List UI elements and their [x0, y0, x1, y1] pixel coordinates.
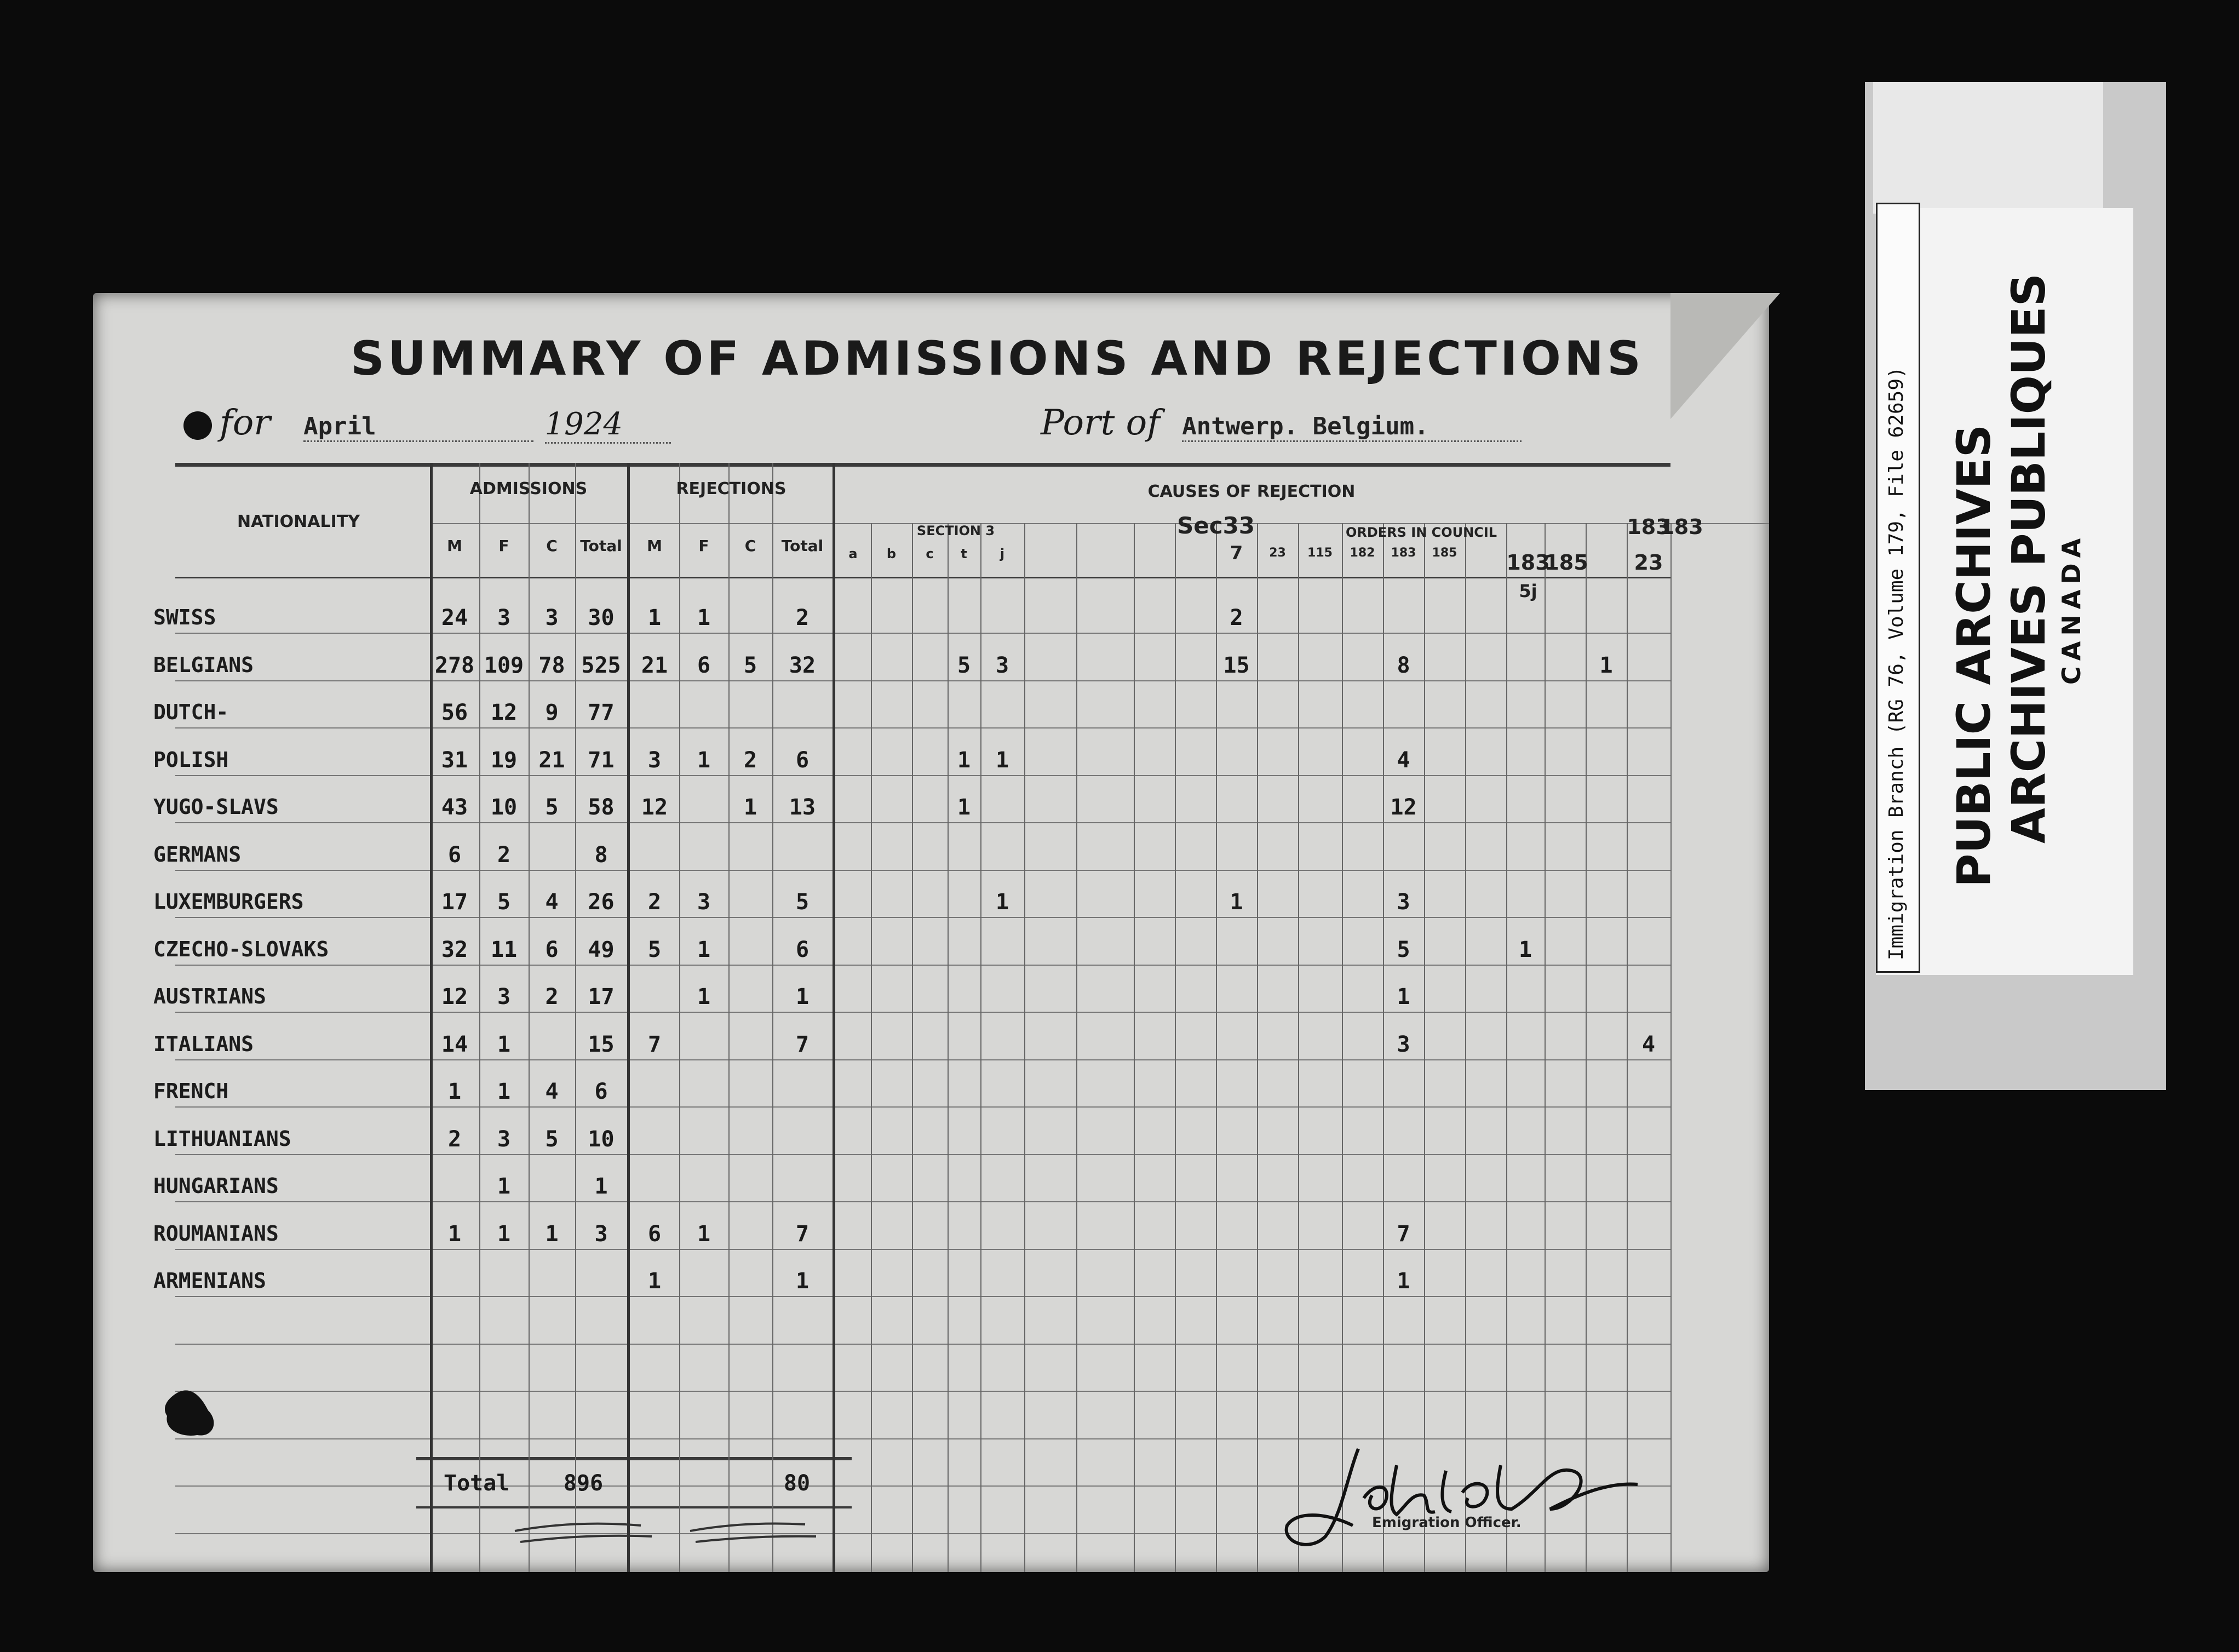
- admissions-cell: 24: [441, 605, 468, 630]
- rejections-cell: 2: [743, 747, 757, 773]
- section3-subheader: t: [961, 546, 967, 561]
- rejections-cell: 13: [789, 795, 816, 820]
- rejections-cell: 1: [697, 1221, 711, 1247]
- column-line: [1670, 523, 1672, 1572]
- admissions-cell: 3: [545, 605, 559, 630]
- orders-subheader: 183: [1391, 546, 1416, 560]
- admissions-cell: 6: [594, 1079, 608, 1104]
- admissions-cell: 12: [490, 700, 518, 725]
- rejections-subheader: Total: [781, 537, 824, 555]
- row-line: [175, 1106, 1670, 1108]
- rejections-cell: 1: [795, 984, 810, 1009]
- port-label: Port of: [1041, 403, 1160, 443]
- rejections-cell: 6: [697, 652, 711, 678]
- column-line: [1342, 523, 1343, 1572]
- column-line: [1257, 523, 1258, 1572]
- row-line: [175, 1391, 1670, 1392]
- orders-extra-header: 183: [1506, 550, 1550, 575]
- rejections-cell: 32: [789, 652, 816, 678]
- officer-title: Emigration Officer.: [1372, 1515, 1522, 1531]
- row-line: [175, 1012, 1670, 1013]
- admissions-cell: 3: [594, 1221, 608, 1247]
- orders-header: ORDERS IN COUNCIL: [1345, 525, 1497, 540]
- archive-reference: Immigration Branch (RG 76, Volume 179, File 62659): [1885, 366, 1908, 960]
- rejections-cell: 5: [743, 652, 757, 678]
- total-rule: [416, 1457, 852, 1460]
- admissions-cell: 49: [588, 937, 615, 962]
- form-title: SUMMARY OF ADMISSIONS AND REJECTIONS: [351, 331, 1644, 386]
- nationality-cell: LITHUANIANS: [153, 1126, 291, 1151]
- cause-sec33-cell: 1: [1230, 890, 1243, 915]
- admissions-cell: 56: [441, 700, 468, 725]
- admissions-cell: 10: [588, 1126, 615, 1152]
- admissions-cell: 6: [545, 937, 559, 962]
- port-field: Antwerp. Belgium.: [1182, 412, 1522, 442]
- admissions-cell: 1: [594, 1174, 608, 1199]
- admissions-cell: 10: [490, 795, 518, 820]
- ink-blot: [159, 1383, 225, 1443]
- row-line: [175, 822, 1670, 823]
- period-line: [183, 403, 671, 444]
- rejections-cell: 21: [641, 652, 668, 678]
- nationality-cell: ARMENIANS: [153, 1269, 266, 1293]
- admissions-cell: 31: [441, 747, 468, 773]
- year-field: 1924: [545, 406, 671, 444]
- cause-section3-t-cell: 5: [957, 652, 971, 678]
- rejections-cell: 1: [647, 1269, 662, 1294]
- section3-header: SECTION 3: [916, 523, 995, 538]
- nationality-cell: LUXEMBURGERS: [153, 890, 304, 914]
- orders-subheader: 115: [1307, 546, 1333, 560]
- archive-label-tab: [1873, 82, 2103, 214]
- rejections-subheader: C: [744, 537, 756, 555]
- admissions-cell: 5: [545, 1126, 559, 1152]
- column-line: [1424, 523, 1425, 1572]
- cause-order-183-cell: 8: [1397, 652, 1410, 678]
- column-line: [1586, 523, 1587, 1572]
- orders-extra-header: 183: [1627, 515, 1670, 539]
- admissions-cell: 5: [497, 890, 511, 915]
- admissions-cell: 21: [538, 747, 565, 773]
- admissions-cell: 15: [588, 1031, 615, 1057]
- admissions-cell: 4: [545, 890, 559, 915]
- orders-subheader: 23: [1269, 546, 1286, 560]
- admissions-cell: 3: [497, 1126, 511, 1152]
- row-line: [175, 727, 1670, 729]
- summary-form-sheet: [93, 293, 1769, 1572]
- orders-extra-header: 185: [1545, 550, 1588, 575]
- nationality-cell: BELGIANS: [153, 652, 254, 677]
- column-line: [833, 463, 835, 1572]
- cause-order-183-cell: 1: [1397, 1269, 1410, 1294]
- row-line: [175, 1249, 1670, 1250]
- column-line: [912, 523, 913, 1572]
- rejections-header: REJECTIONS: [676, 479, 786, 498]
- row-line: [175, 1154, 1670, 1155]
- nationality-header: NATIONALITY: [237, 512, 360, 531]
- rejections-cell: 7: [795, 1221, 810, 1247]
- cause-order-183-cell: 4: [1397, 747, 1410, 773]
- rejections-cell: 6: [795, 747, 810, 773]
- admissions-cell: 30: [588, 605, 615, 630]
- total-flourishes: [509, 1509, 838, 1553]
- admissions-cell: 2: [497, 842, 511, 868]
- orders-extra-subheader: 5j: [1519, 581, 1537, 601]
- admissions-subheader: F: [498, 537, 509, 555]
- archive-line-publiques: ARCHIVES PUBLIQUES: [2002, 273, 2056, 844]
- causes-header: CAUSES OF REJECTION: [1147, 482, 1356, 501]
- nationality-cell: FRENCH: [153, 1079, 229, 1103]
- rejections-cell: 5: [795, 890, 810, 915]
- month-field: April: [303, 412, 533, 442]
- row-line: [175, 633, 1670, 634]
- section3-subheader: b: [886, 546, 897, 561]
- admissions-cell: 1: [497, 1221, 511, 1247]
- nationality-cell: DUTCH-: [153, 700, 229, 724]
- header-bottom-rule: [175, 577, 1670, 578]
- column-line: [728, 463, 730, 1572]
- cause-order-183-cell: 1: [1397, 984, 1410, 1009]
- column-line: [1076, 523, 1077, 1572]
- rejections-cell: 7: [647, 1031, 662, 1057]
- row-line: [175, 1059, 1670, 1060]
- column-line: [1024, 523, 1025, 1572]
- admissions-cell: 1: [447, 1221, 462, 1247]
- table-top-rule: [175, 463, 1670, 467]
- cause-order-183-cell: 3: [1397, 890, 1410, 915]
- rejections-cell: 6: [647, 1221, 662, 1247]
- nationality-cell: GERMANS: [153, 842, 242, 867]
- total-admissions: 896: [563, 1471, 604, 1496]
- rejections-cell: 1: [697, 747, 711, 773]
- admissions-cell: 9: [545, 700, 559, 725]
- column-line: [1545, 523, 1546, 1572]
- cause-sec33-cell: 15: [1223, 652, 1250, 678]
- bullet-icon: [183, 411, 212, 440]
- admissions-cell: 2: [447, 1126, 462, 1152]
- sec33-header: Sec33: [1176, 512, 1255, 539]
- admissions-cell: 1: [497, 1174, 511, 1199]
- cause-order-23-cell: 4: [1641, 1031, 1656, 1057]
- officer-signature: [1265, 1432, 1660, 1558]
- admissions-cell: 17: [441, 890, 468, 915]
- admissions-cell: 77: [588, 700, 615, 725]
- admissions-cell: 12: [441, 984, 468, 1009]
- cause-order-183-cell: 12: [1390, 795, 1417, 820]
- admissions-cell: 6: [447, 842, 462, 868]
- archive-line-canada: CANADA: [2057, 532, 2086, 685]
- admissions-header: ADMISSIONS: [469, 479, 588, 498]
- cause-order-185-cell: 1: [1599, 652, 1613, 678]
- admissions-cell: 1: [497, 1031, 511, 1057]
- rejections-cell: 5: [647, 937, 662, 962]
- rejections-subheader: M: [647, 537, 662, 555]
- rejections-cell: 6: [795, 937, 810, 962]
- orders-extra-header: 183: [1660, 515, 1703, 539]
- rejections-cell: 1: [697, 937, 711, 962]
- admissions-subheader: Total: [580, 537, 622, 555]
- column-line: [1134, 523, 1135, 1572]
- admissions-cell: 17: [588, 984, 615, 1009]
- cause-order-5j-cell: 1: [1518, 937, 1532, 962]
- column-line: [1465, 523, 1466, 1572]
- column-line: [871, 523, 872, 1572]
- admissions-cell: 8: [594, 842, 608, 868]
- admissions-cell: 1: [497, 1079, 511, 1104]
- admissions-cell: 43: [441, 795, 468, 820]
- section3-subheader: j: [1000, 546, 1005, 561]
- orders-subheader: 182: [1350, 546, 1375, 560]
- admissions-cell: 2: [545, 984, 559, 1009]
- admissions-cell: 19: [490, 747, 518, 773]
- row-line: [175, 680, 1670, 681]
- admissions-cell: 58: [588, 795, 615, 820]
- cause-order-183-cell: 7: [1397, 1221, 1410, 1247]
- cause-sec33-cell: 2: [1230, 605, 1243, 630]
- admissions-cell: 26: [588, 890, 615, 915]
- rejections-cell: 1: [795, 1269, 810, 1294]
- admissions-cell: 4: [545, 1079, 559, 1104]
- total-rejections: 80: [783, 1471, 811, 1496]
- rejections-cell: 7: [795, 1031, 810, 1057]
- admissions-cell: 525: [581, 652, 621, 678]
- admissions-cell: 78: [538, 652, 565, 678]
- nationality-cell: POLISH: [153, 747, 229, 772]
- cause-section3-t-cell: 1: [957, 795, 971, 820]
- nationality-cell: YUGO-SLAVS: [153, 795, 279, 819]
- cause-section3-j-cell: 3: [995, 652, 1009, 678]
- rejections-cell: 12: [641, 795, 668, 820]
- rejections-cell: 1: [743, 795, 757, 820]
- rejections-cell: 1: [697, 984, 711, 1009]
- admissions-cell: 5: [545, 795, 559, 820]
- total-bottom-rule: [416, 1506, 852, 1508]
- port-line: [1041, 403, 1522, 443]
- cause-section3-t-cell: 1: [957, 747, 971, 773]
- admissions-cell: 32: [441, 937, 468, 962]
- nationality-cell: SWISS: [153, 605, 216, 629]
- cause-section3-j-cell: 1: [995, 890, 1009, 915]
- for-label: for: [220, 403, 271, 443]
- column-line: [1298, 523, 1299, 1572]
- admissions-cell: 1: [545, 1221, 559, 1247]
- archive-reference-strip: [1876, 203, 1920, 973]
- row-line: [175, 775, 1670, 776]
- row-line: [175, 1201, 1670, 1202]
- nationality-cell: HUNGARIANS: [153, 1174, 279, 1198]
- row-line: [175, 1296, 1670, 1297]
- nationality-cell: ITALIANS: [153, 1031, 254, 1056]
- cause-section3-j-cell: 1: [995, 747, 1009, 773]
- row-line: [175, 1344, 1670, 1345]
- admissions-subheader: M: [447, 537, 462, 555]
- admissions-cell: 3: [497, 984, 511, 1009]
- rejections-cell: 3: [697, 890, 711, 915]
- row-line: [175, 965, 1670, 966]
- nationality-cell: ROUMANIANS: [153, 1221, 279, 1246]
- sec33-subheader: 7: [1230, 542, 1243, 564]
- rejections-subheader: F: [698, 537, 709, 555]
- row-line: [175, 870, 1670, 871]
- rejections-cell: 1: [697, 605, 711, 630]
- column-line: [948, 523, 949, 1572]
- archive-line-public: PUBLIC ARCHIVES: [1947, 424, 2001, 887]
- nationality-cell: CZECHO-SLOVAKS: [153, 937, 329, 961]
- subheader-rule: [430, 523, 1769, 524]
- admissions-cell: 11: [490, 937, 518, 962]
- admissions-cell: 278: [434, 652, 475, 678]
- admissions-cell: 109: [484, 652, 524, 678]
- rejections-cell: 1: [647, 605, 662, 630]
- column-line: [1506, 523, 1507, 1572]
- total-label: Total: [444, 1471, 510, 1496]
- column-line: [980, 523, 981, 1572]
- nationality-cell: AUSTRIANS: [153, 984, 266, 1008]
- admissions-cell: 14: [441, 1031, 468, 1057]
- column-line: [1216, 523, 1217, 1572]
- admissions-cell: 1: [447, 1079, 462, 1104]
- cause-order-183-cell: 3: [1397, 1031, 1410, 1057]
- column-line: [1175, 523, 1176, 1572]
- admissions-cell: 71: [588, 747, 615, 773]
- orders-subheader: 185: [1432, 546, 1457, 560]
- rejections-cell: 2: [647, 890, 662, 915]
- admissions-subheader: C: [546, 537, 558, 555]
- section3-subheader: a: [848, 546, 858, 561]
- orders-extra-header: 23: [1634, 550, 1663, 575]
- cause-order-183-cell: 5: [1397, 937, 1410, 962]
- rejections-cell: 2: [795, 605, 810, 630]
- section3-subheader: c: [926, 546, 934, 561]
- rejections-cell: 3: [647, 747, 662, 773]
- folded-corner: [1670, 293, 1780, 419]
- admissions-cell: 3: [497, 605, 511, 630]
- row-line: [175, 917, 1670, 918]
